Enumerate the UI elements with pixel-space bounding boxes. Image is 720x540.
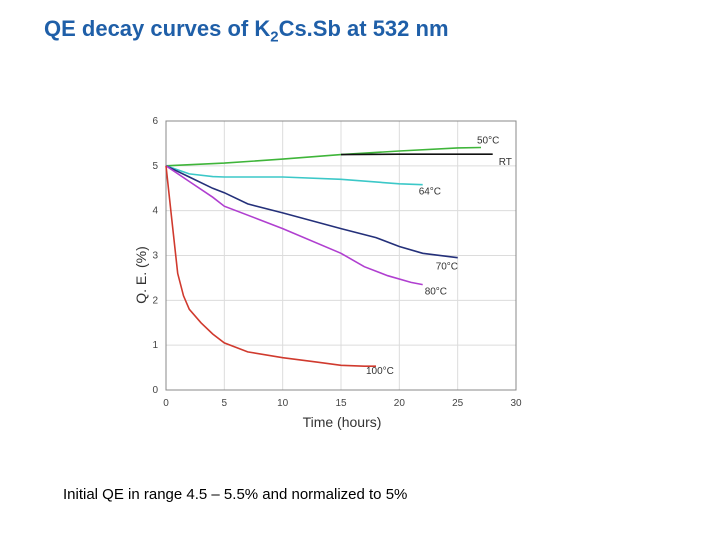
x-tick-label: 0 [163, 398, 169, 409]
x-tick-label: 5 [221, 398, 228, 409]
series-line-100c [166, 166, 376, 366]
series-label-64c: 64°C [418, 186, 442, 198]
x-tick-label: 25 [452, 398, 464, 409]
qe-decay-chart [120, 105, 540, 440]
x-axis-label: Time (hours) [302, 414, 382, 430]
y-tick-label: 3 [152, 250, 158, 262]
series-line-70c [166, 166, 458, 258]
y-tick-label: 0 [152, 385, 158, 396]
footnote: Initial QE in range 4.5 – 5.5% and normalized to 5% [63, 486, 408, 503]
chart-series-labels [366, 136, 512, 378]
y-tick-label: 4 [152, 205, 158, 217]
y-tick-label: 5 [152, 160, 158, 172]
y-tick-label: 6 [152, 116, 158, 127]
series-line-50c [166, 148, 481, 166]
y-tick-label: 2 [152, 295, 158, 307]
y-axis-label: Q. E. (%) [133, 246, 149, 304]
chart-series [166, 148, 493, 367]
series-label-80c: 80°C [424, 286, 448, 298]
chart-svg [120, 105, 540, 440]
series-label-100c: 100°C [366, 366, 394, 378]
title-subscript: 2 [270, 28, 279, 46]
slide-title [44, 16, 449, 45]
series-label-rt: RT [498, 157, 512, 169]
chart-grid [166, 121, 516, 390]
series-line-64c [166, 166, 423, 185]
x-tick-label: 20 [393, 398, 405, 409]
title-prefix: QE decay curves of K [44, 16, 271, 41]
series-label-70c: 70°C [435, 261, 459, 273]
title-suffix: Cs.Sb at 532 nm [278, 16, 449, 41]
x-tick-label: 10 [277, 398, 289, 409]
series-label-50c: 50°C [477, 135, 500, 147]
y-tick-label: 1 [152, 340, 158, 352]
x-tick-label: 15 [335, 398, 347, 409]
x-tick-label: 30 [510, 398, 522, 409]
